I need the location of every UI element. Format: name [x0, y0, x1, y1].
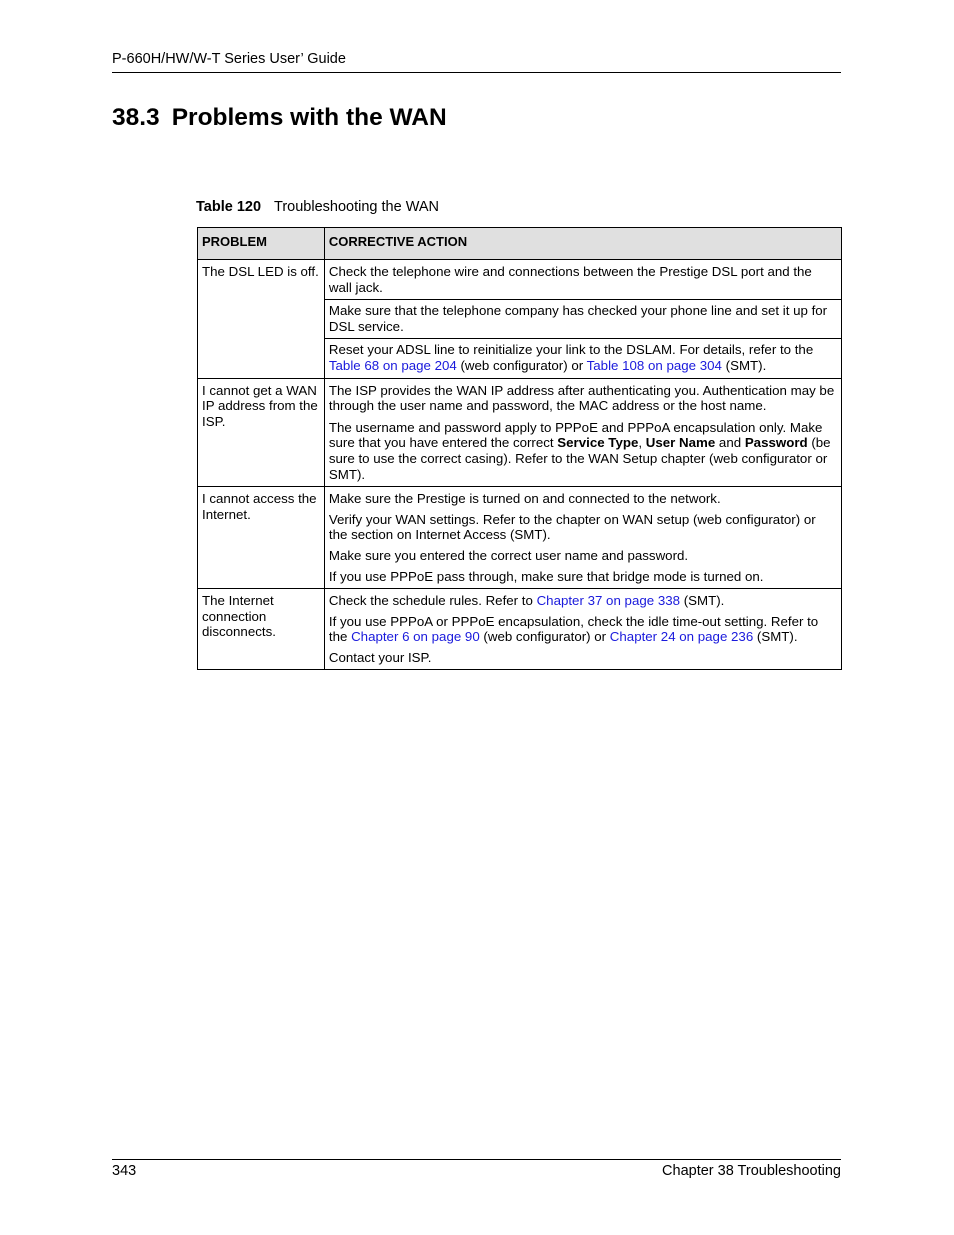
- table-caption-label: Table 120: [196, 199, 262, 215]
- corrective-action-block: [325, 487, 841, 588]
- column-header-problem: PROBLEM: [198, 228, 325, 260]
- cross-reference-link[interactable]: Chapter 37 on page 338: [536, 593, 681, 609]
- text-segment: The ISP provides the WAN IP address after authenticating you. Authentication may be through the user name and password, the MAC address or the host name.: [328, 382, 835, 414]
- corrective-action-text: [329, 303, 837, 334]
- text-segment: (SMT).: [753, 629, 798, 645]
- corrective-action-cell: [324, 487, 841, 589]
- section-heading: Problems with the WAN: [171, 104, 447, 131]
- footer-chapter: Chapter 38 Troubleshooting: [662, 1163, 841, 1179]
- cross-reference-link[interactable]: Chapter 24 on page 236: [609, 629, 754, 645]
- corrective-action-text: [329, 548, 837, 564]
- corrective-action-text: [329, 264, 837, 295]
- table-body: [198, 260, 842, 670]
- column-header-corrective-action: CORRECTIVE ACTION: [324, 228, 841, 260]
- text-segment: Check the schedule rules. Refer to: [328, 593, 537, 609]
- field-name-emphasis: User Name: [645, 435, 716, 451]
- corrective-action-text: [329, 420, 837, 482]
- text-segment: The username and password apply to PPPoE and PPPoA encapsulation only. Make sure that you have entered the correct: [328, 419, 823, 451]
- corrective-action-text: [329, 512, 837, 543]
- text-segment: (web configurator) or: [456, 357, 587, 373]
- table-caption: [196, 199, 439, 215]
- corrective-action-block: [325, 379, 841, 487]
- corrective-action-block: [325, 338, 841, 377]
- cross-reference-link[interactable]: Table 108 on page 304: [586, 357, 722, 373]
- text-segment: (be sure to use the correct casing). Refer to the WAN Setup chapter (web configurator or SMT).: [328, 435, 831, 482]
- text-segment: Make sure you entered the correct user name and password.: [328, 547, 689, 563]
- cross-reference-link[interactable]: Table 68 on page 204: [328, 357, 457, 373]
- corrective-action-block: [325, 589, 841, 669]
- running-header: [112, 51, 841, 73]
- table-header-row: [198, 228, 842, 260]
- table-row: [198, 260, 842, 379]
- text-segment: (SMT).: [680, 593, 725, 609]
- field-name-emphasis: Password: [744, 435, 808, 451]
- text-segment: Contact your ISP.: [328, 649, 432, 665]
- text-segment: Verify your WAN settings. Refer to the chapter on WAN setup (web configurator) or the section on Internet Access (SMT).: [328, 511, 816, 543]
- table-caption-text: Troubleshooting the WAN: [274, 199, 439, 215]
- text-segment: (web configurator) or: [479, 629, 610, 645]
- text-segment: ,: [638, 435, 646, 451]
- page-number: 343: [112, 1163, 137, 1179]
- corrective-action-text: [329, 491, 837, 507]
- corrective-action-text: [329, 569, 837, 585]
- section-number: 38.3: [112, 104, 160, 131]
- text-segment: Make sure the Prestige is turned on and connected to the network.: [328, 491, 721, 507]
- problem-cell: I cannot get a WAN IP address from the ISP.: [198, 378, 325, 487]
- page-footer: [112, 1159, 841, 1179]
- text-segment: If you use PPPoE pass through, make sure that bridge mode is turned on.: [328, 568, 764, 584]
- table-row: [198, 487, 842, 589]
- text-segment: (SMT).: [721, 357, 767, 373]
- section-title: [112, 104, 447, 132]
- troubleshooting-table: [197, 227, 842, 670]
- problem-cell: The Internet connection disconnects.: [198, 589, 325, 670]
- corrective-action-text: [329, 614, 837, 645]
- corrective-action-cell: [324, 260, 841, 379]
- problem-cell: I cannot access the Internet.: [198, 487, 325, 589]
- corrective-action-block: [325, 260, 841, 299]
- text-segment: and: [715, 435, 745, 451]
- corrective-action-block: [325, 299, 841, 338]
- text-segment: Check the telephone wire and connections between the Prestige DSL port and the wall jack.: [328, 264, 812, 295]
- field-name-emphasis: Service Type: [557, 435, 639, 451]
- table-row: [198, 378, 842, 487]
- corrective-action-text: [329, 593, 837, 609]
- cross-reference-link[interactable]: Chapter 6 on page 90: [351, 629, 480, 645]
- running-header-title: P-660H/HW/W-T Series User’ Guide: [112, 51, 346, 67]
- corrective-action-text: [329, 383, 837, 414]
- corrective-action-text: [329, 342, 837, 373]
- table-row: [198, 589, 842, 670]
- text-segment: Reset your ADSL line to reinitialize your link to the DSLAM. For details, refer to the: [328, 342, 814, 358]
- text-segment: Make sure that the telephone company has checked your phone line and set it up for DSL service.: [328, 303, 828, 334]
- corrective-action-cell: [324, 378, 841, 487]
- text-segment: If you use PPPoA or PPPoE encapsulation, check the idle time-out setting. Refer to the: [328, 613, 819, 645]
- corrective-action-cell: [324, 589, 841, 670]
- corrective-action-text: [329, 650, 837, 666]
- problem-cell: The DSL LED is off.: [198, 260, 325, 379]
